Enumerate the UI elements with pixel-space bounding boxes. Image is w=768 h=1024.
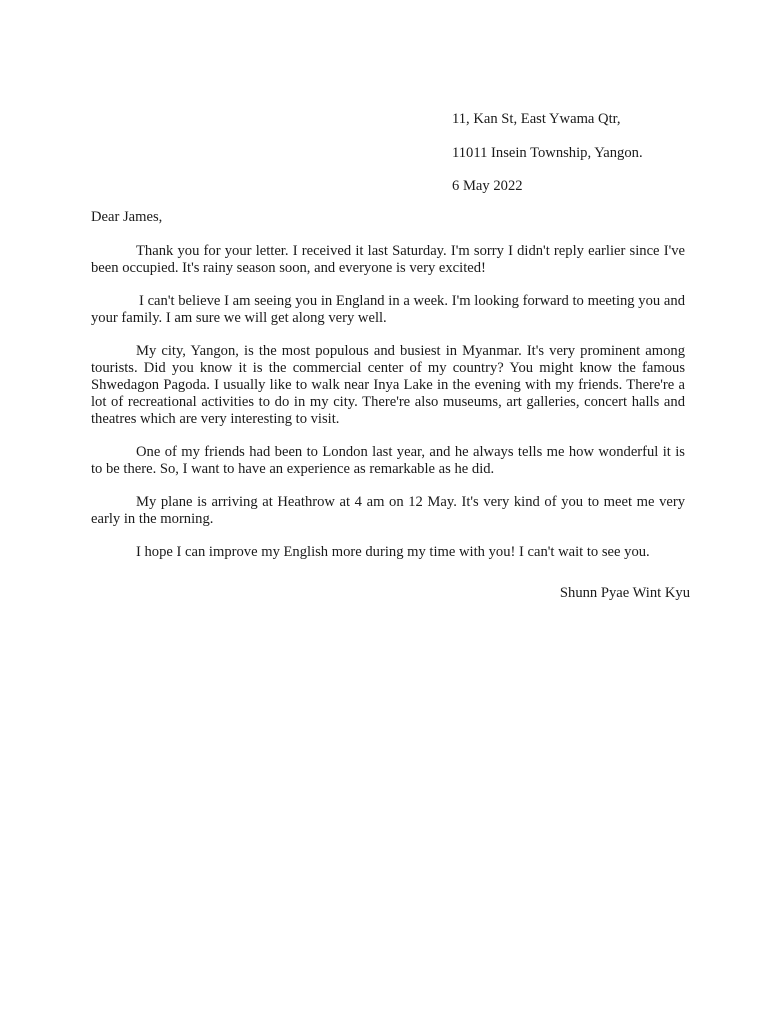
salutation: Dear James, [91, 209, 163, 225]
address-line-2: 11011 Insein Township, Yangon. [452, 145, 643, 161]
paragraph-2: I can't believe I am seeing you in England in a week. I'm looking forward to meeting you and your family. I am sure we will get along very well. [91, 293, 685, 326]
paragraph-3: My city, Yangon, is the most populous and busiest in Myanmar. It's very prominent among tourists. Did you know it is the commercial center of my country? You might know the famous Shwedagon Pagoda. I usually like to walk near Inya Lake in the evening with my friends. There're a lot of recreational activities to do in my city. There're also museums, art galleries, concert halls and theatres which are very interesting to visit. [91, 343, 685, 427]
address-line-1: 11, Kan St, East Ywama Qtr, [452, 111, 621, 127]
letter-date: 6 May 2022 [452, 178, 523, 194]
paragraph-5: My plane is arriving at Heathrow at 4 am on 12 May. It's very kind of you to meet me very early in the morning. [91, 494, 685, 527]
paragraph-6: I hope I can improve my English more during my time with you! I can't wait to see you. [136, 544, 650, 560]
signature: Shunn Pyae Wint Kyu [559, 585, 690, 601]
letter-body [91, 243, 685, 577]
paragraph-4: One of my friends had been to London last year, and he always tells me how wonderful it is to be there. So, I want to have an experience as remarkable as he did. [91, 444, 685, 477]
paragraph-1: Thank you for your letter. I received it last Saturday. I'm sorry I didn't reply earlier since I've been occupied. It's rainy season soon, and everyone is very excited! [91, 243, 685, 276]
